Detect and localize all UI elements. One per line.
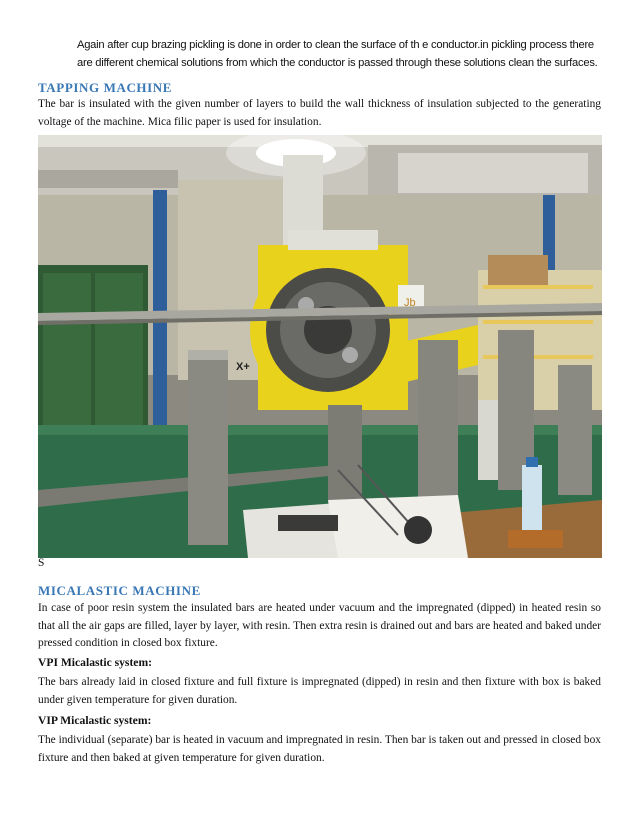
machine-label: X+ xyxy=(236,361,250,373)
vpi-heading: VPI Micalastic system: xyxy=(38,656,152,669)
intro-line-2: are different chemical solutions from which the conductor is passed through these solutions clean the surfaces. xyxy=(77,57,598,69)
tapping-machine-photo xyxy=(38,135,602,558)
stray-character: S xyxy=(38,557,45,569)
micalastic-machine-paragraph: In case of poor resin system the insulated bars are heated under vacuum and the impregnated (dipped) in heated resin so that all the air gaps are filled, layer by layer, with resin. Then extra resin is drained out and bars are heated and baked under pressed condition in closed box fixture. xyxy=(38,602,601,649)
intro-line-1: Again after cup brazing pickling is done in order to clean the surface of th e conductor.in pickling process there xyxy=(77,39,594,51)
machine-logo: Jb xyxy=(404,297,416,309)
vip-heading: VIP Micalastic system: xyxy=(38,714,152,727)
tapping-machine-paragraph: The bar is insulated with the given number of layers to build the wall thickness of insulation subjected to the generating voltage of the machine. Mica filic paper is used for insulation. xyxy=(38,98,601,128)
intro-paragraph xyxy=(77,36,617,72)
vpi-paragraph: The bars already laid in closed fixture and full fixture is impregnated (dipped) in resin and then fixture with box is baked under given temperature for given duration. xyxy=(38,676,601,706)
tapping-machine-heading: TAPPING MACHINE xyxy=(38,80,173,95)
vip-paragraph: The individual (separate) bar is heated in vacuum and impregnated in resin. Then bar is taken out and pressed in closed box fixture and then baked at given temperature for given duration. xyxy=(38,734,601,764)
micalastic-machine-heading: MICALASTIC MACHINE xyxy=(38,583,201,598)
